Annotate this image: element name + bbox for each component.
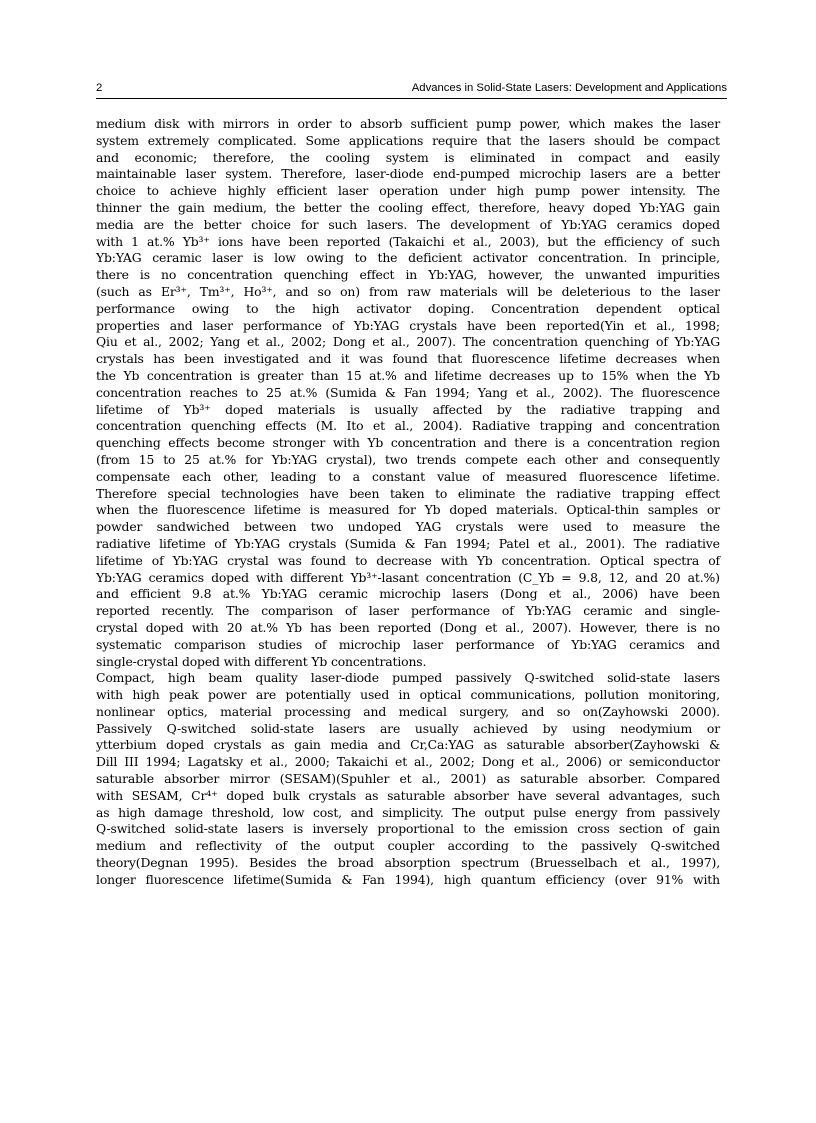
- text-line: as high damage threshold, low cost, and simplicity. The output pulse energy from passively: [96, 804, 720, 820]
- text-line: nonlinear optics, material processing and medical surgery, and so on(Zayhowski 2000).: [96, 703, 720, 719]
- text-line: saturable absorber mirror (SESAM)(Spuhler et al., 2001) as saturable absorber. Compared: [96, 771, 720, 787]
- text-line: Yb:YAG ceramics doped with different Yb³⁺-lasant concentration (C_Yb = 9.8, 12, and 20 at.%): [96, 569, 720, 585]
- text-line: Q-switched solid-state lasers is inversely proportional to the emission cross section of gain: [96, 821, 720, 837]
- text-line: medium disk with mirrors in order to absorb sufficient pump power, which makes the laser: [96, 116, 720, 131]
- text-line: systematic comparison studies of microchip laser performance of Yb:YAG ceramics and: [96, 636, 720, 652]
- text-line: choice to achieve highly efficient laser operation under high pump power intensity. The: [96, 183, 720, 199]
- running-title: Advances in Solid-State Lasers: Development and Applications: [411, 82, 727, 94]
- page-number: 2: [96, 82, 103, 94]
- page-header: [96, 80, 727, 99]
- text-line: compensate each other, leading to a constant value of measured fluorescence lifetime.: [96, 468, 720, 484]
- text-line: concentration quenching effects (M. Ito et al., 2004). Radiative trapping and concentration: [96, 418, 720, 434]
- text-line: Compact, high beam quality laser-diode pumped passively Q-switched solid-state lasers: [96, 670, 720, 686]
- text-line: Yb:YAG ceramic laser is low owing to the deficient activator concentration. In principle,: [96, 250, 720, 266]
- text-line: with SESAM, Cr⁴⁺ doped bulk crystals as saturable absorber have several advantages, such: [96, 787, 720, 803]
- text-line: theory(Degnan 1995). Besides the broad absorption spectrum (Bruesselbach et al., 1997),: [96, 855, 720, 871]
- text-line: (such as Er³⁺, Tm³⁺, Ho³⁺, and so on) from raw materials will be deleterious to the laser: [96, 283, 720, 299]
- body-text: [96, 116, 720, 889]
- text-line: radiative lifetime of Yb:YAG crystals (Sumida & Fan 1994; Patel et al., 2001). The radiative: [96, 535, 720, 551]
- text-line: the Yb concentration is greater than 15 at.% and lifetime decreases up to 15% when the Yb: [96, 367, 720, 383]
- text-line: powder sandwiched between two undoped YAG crystals were used to measure the: [96, 519, 720, 535]
- text-line: (from 15 to 25 at.% for Yb:YAG crystal), two trends compete each other and consequently: [96, 451, 720, 467]
- text-line: maintainable laser system. Therefore, laser-diode end-pumped microchip lasers are a better: [96, 166, 720, 182]
- text-line: and economic; therefore, the cooling system is eliminated in compact and easily: [96, 149, 720, 165]
- text-line: crystals has been investigated and it was found that fluorescence lifetime decreases when: [96, 351, 720, 367]
- text-line: medium and reflectivity of the output coupler according to the passively Q-switched: [96, 838, 720, 854]
- text-line: Therefore special technologies have been taken to eliminate the radiative trapping effect: [96, 485, 720, 501]
- text-line: Passively Q-switched solid-state lasers are usually achieved by using neodymium or: [96, 720, 720, 736]
- text-line: concentration reaches to 25 at.% (Sumida & Fan 1994; Yang et al., 2002). The fluorescence: [96, 384, 720, 400]
- text-line: single-crystal doped with different Yb concentrations.: [96, 653, 427, 669]
- text-line: Qiu et al., 2002; Yang et al., 2002; Dong et al., 2007). The concentration quenching of Yb:YAG: [96, 334, 720, 350]
- text-line: properties and laser performance of Yb:YAG crystals have been reported(Yin et al., 1998;: [96, 317, 720, 333]
- text-line: ytterbium doped crystals as gain media and Cr,Ca:YAG as saturable absorber(Zayhowski &: [96, 737, 720, 753]
- text-line: there is no concentration quenching effect in Yb:YAG, however, the unwanted impurities: [96, 267, 720, 283]
- text-line: when the fluorescence lifetime is measured for Yb doped materials. Optical-thin samples or: [96, 502, 720, 518]
- text-line: media are the better choice for such lasers. The development of Yb:YAG ceramics doped: [96, 216, 720, 232]
- text-line: reported recently. The comparison of laser performance of Yb:YAG ceramic and single-: [96, 603, 720, 619]
- text-line: quenching effects become stronger with Yb concentration and there is a concentration region: [96, 435, 720, 451]
- text-line: and efficient 9.8 at.% Yb:YAG ceramic microchip lasers (Dong et al., 2006) have been: [96, 586, 720, 602]
- text-line: crystal doped with 20 at.% Yb has been reported (Dong et al., 2007). However, there is no: [96, 619, 720, 635]
- text-line: lifetime of Yb:YAG crystal was found to decrease with Yb concentration. Optical spectra of: [96, 552, 720, 568]
- text-line: system extremely complicated. Some applications require that the lasers should be compact: [96, 132, 720, 148]
- text-line: lifetime of Yb³⁺ doped materials is usually affected by the radiative trapping and: [96, 401, 720, 417]
- text-line: Dill III 1994; Lagatsky et al., 2000; Takaichi et al., 2002; Dong et al., 2006) or semiconductor: [96, 754, 720, 770]
- text-line: performance owing to the high activator doping. Concentration dependent optical: [96, 300, 720, 316]
- text-line: thinner the gain medium, the better the cooling effect, therefore, heavy doped Yb:YAG gain: [96, 199, 720, 215]
- text-line: with 1 at.% Yb³⁺ ions have been reported (Takaichi et al., 2003), but the efficiency of such: [96, 233, 720, 249]
- text-line: with high peak power are potentially used in optical communications, pollution monitoring,: [96, 687, 720, 703]
- text-line: longer fluorescence lifetime(Sumida & Fan 1994), high quantum efficiency (over 91% with: [96, 871, 720, 887]
